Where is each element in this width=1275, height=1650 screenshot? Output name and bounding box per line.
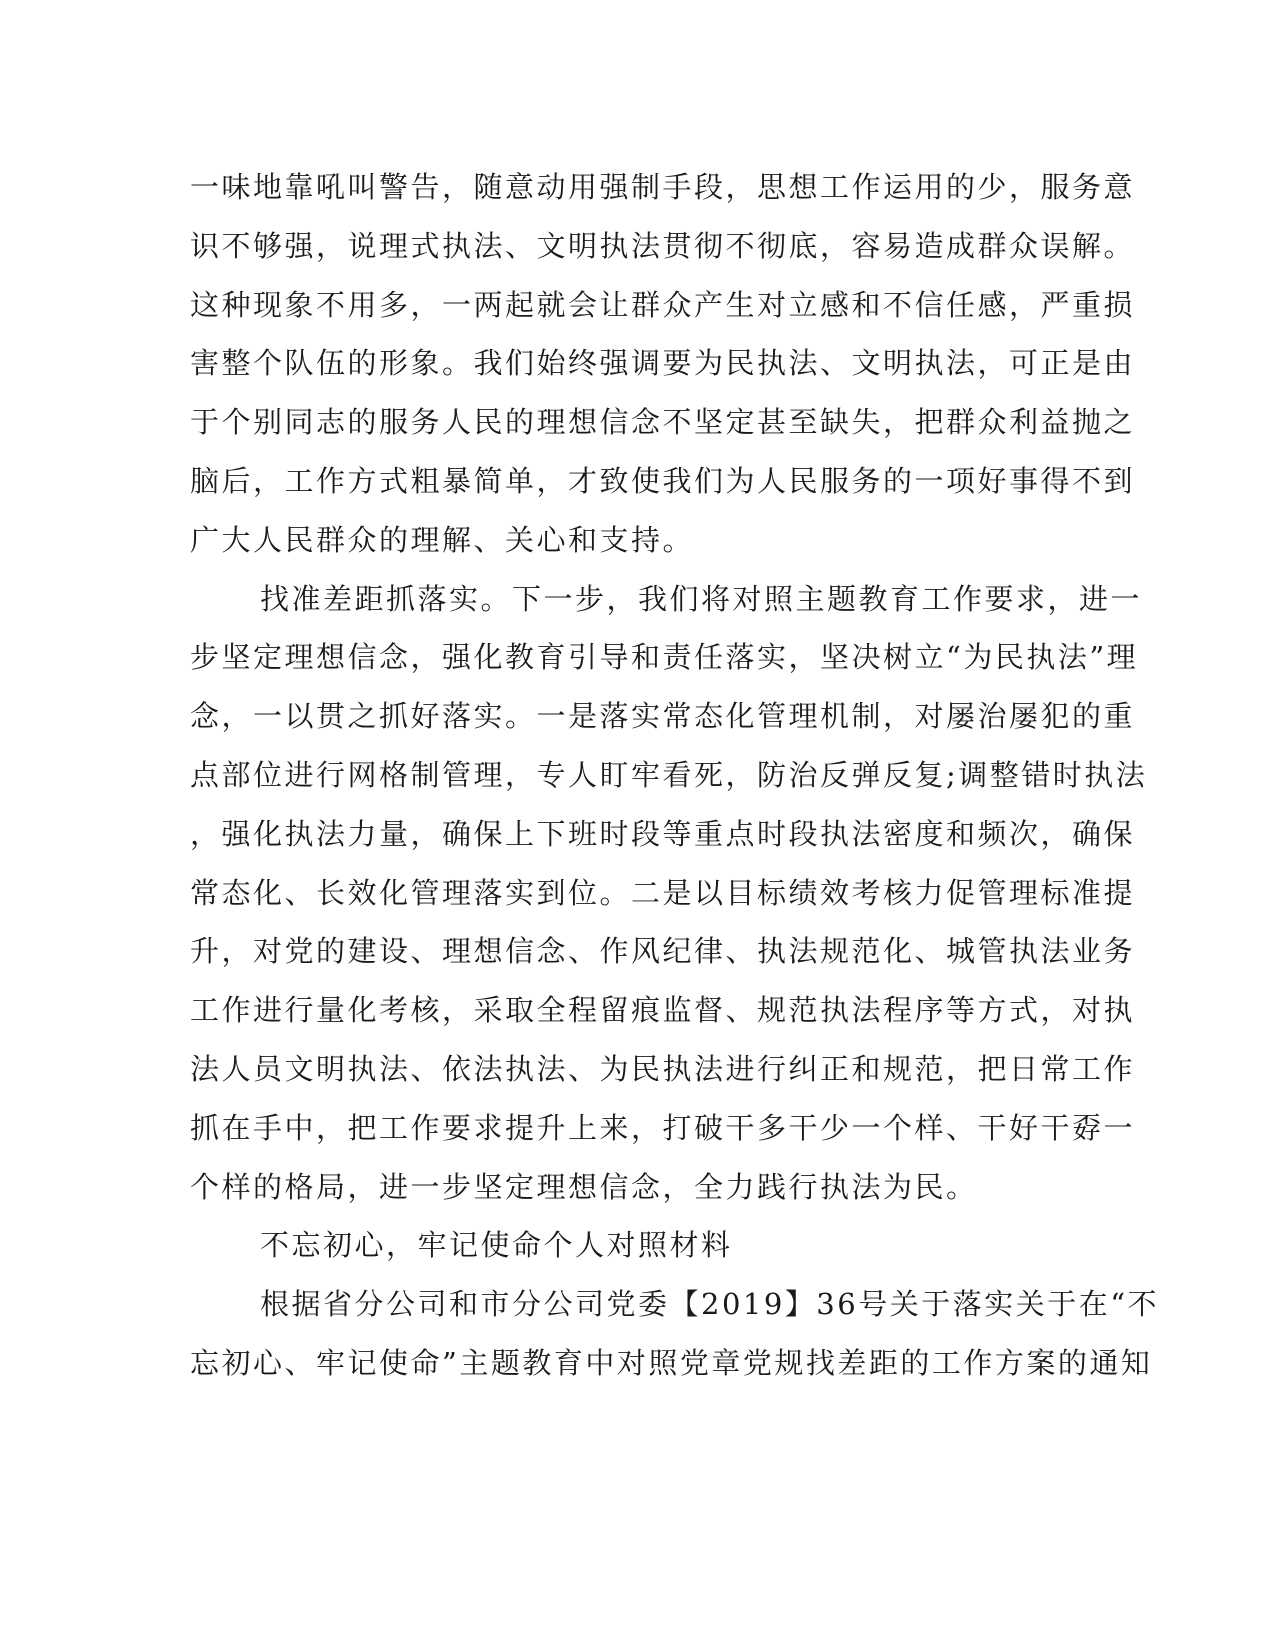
paragraph-start-line: 根据省分公司和市分公司党委【2019】36号关于落实关于在“不	[260, 1287, 1160, 1322]
text-line: 识不够强，说理式执法、文明执法贯彻不彻底，容易造成群众误解。	[190, 228, 1136, 263]
text-line: 抓在手中，把工作要求提升上来，打破干多干少一个样、干好干孬一	[190, 1110, 1136, 1145]
text-line: ，强化执法力量，确保上下班时段等重点时段执法密度和频次，确保	[190, 816, 1136, 851]
document-body	[190, 158, 1160, 1393]
text-line: 广大人民群众的理解、关心和支持。	[190, 522, 695, 557]
section-heading: 不忘初心，牢记使命个人对照材料	[260, 1228, 733, 1263]
text-line: 这种现象不用多，一两起就会让群众产生对立感和不信任感，严重损	[190, 287, 1136, 322]
text-line: 于个别同志的服务人民的理想信念不坚定甚至缺失，把群众利益抛之	[190, 405, 1136, 440]
text-line: 忘初心、牢记使命”主题教育中对照党章党规找差距的工作方案的通知	[190, 1345, 1153, 1380]
text-line: 升，对党的建设、理想信念、作风纪律、执法规范化、城管执法业务	[190, 934, 1136, 969]
text-line: 念，一以贯之抓好落实。一是落实常态化管理机制，对屡治屡犯的重	[190, 699, 1136, 734]
text-line: 一味地靠吼叫警告，随意动用强制手段，思想工作运用的少，服务意	[190, 170, 1136, 204]
text-line: 法人员文明执法、依法执法、为民执法进行纠正和规范，把日常工作	[190, 1051, 1136, 1086]
text-line: 常态化、长效化管理落实到位。二是以目标绩效考核力促管理标准提	[190, 875, 1136, 910]
paragraph-start-line: 找准差距抓落实。下一步，我们将对照主题教育工作要求，进一	[260, 581, 1143, 616]
text-line: 害整个队伍的形象。我们始终强调要为民执法、文明执法，可正是由	[190, 346, 1136, 381]
text-line: 个样的格局，进一步坚定理想信念，全力践行执法为民。	[190, 1169, 978, 1204]
text-line: 脑后，工作方式粗暴简单，才致使我们为人民服务的一项好事得不到	[190, 463, 1136, 498]
text-line: 步坚定理想信念，强化教育引导和责任落实，坚决树立“为民执法”理	[190, 640, 1139, 675]
text-line: 点部位进行网格制管理，专人盯牢看死，防治反弹反复;调整错时执法	[190, 757, 1148, 792]
text-line: 工作进行量化考核，采取全程留痕监督、规范执法程序等方式，对执	[190, 993, 1136, 1028]
